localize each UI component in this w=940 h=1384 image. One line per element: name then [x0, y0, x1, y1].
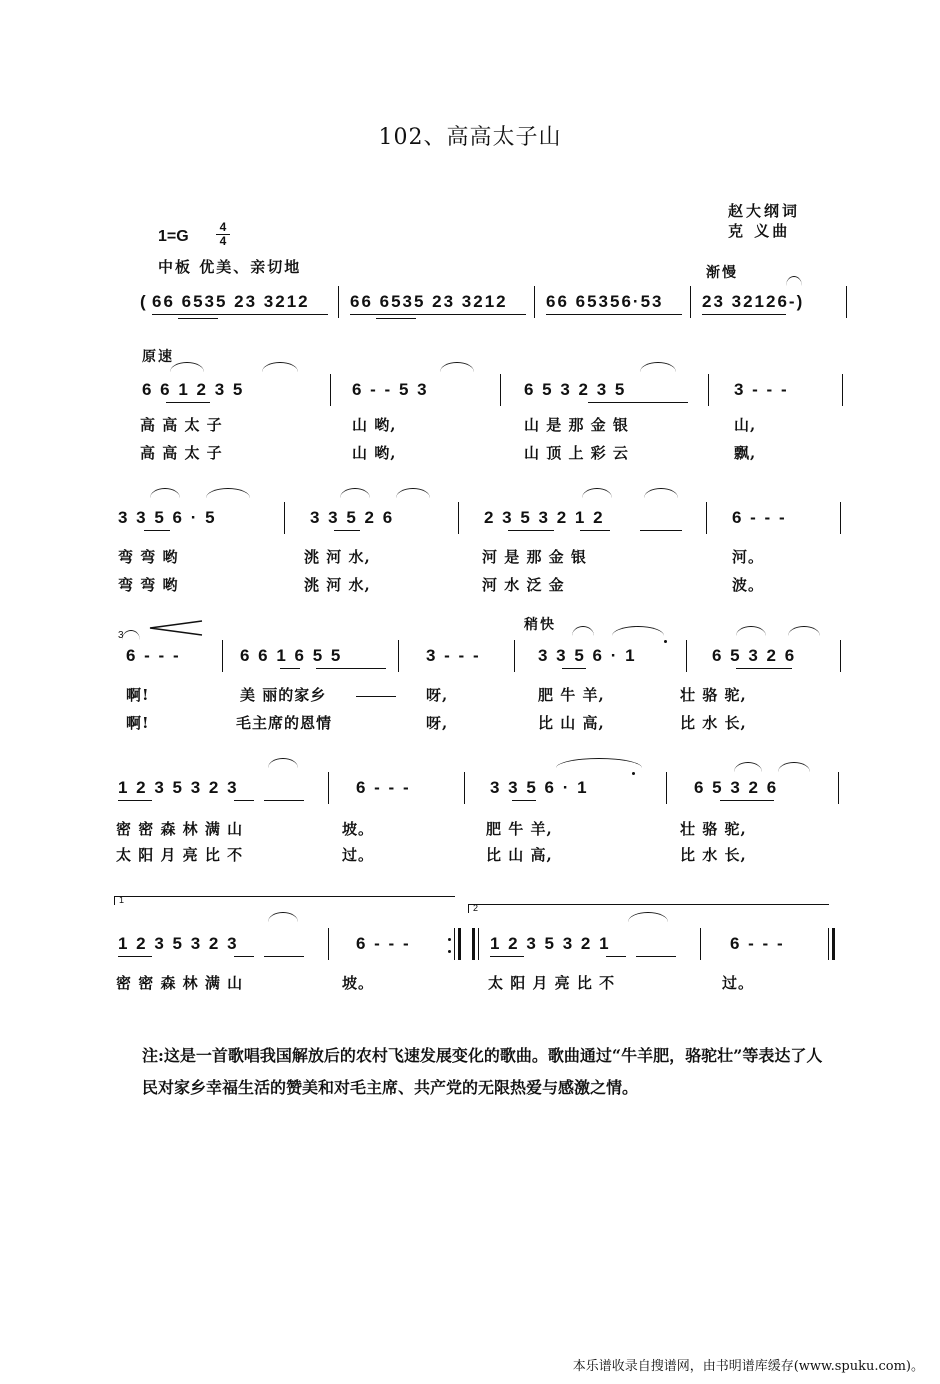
- key-signature: 1=G: [158, 228, 189, 245]
- row5-measure-1: 1 2 3 5 3 2 3: [118, 934, 239, 953]
- row1-measure-1: 6 6 1 2 3 5: [142, 380, 245, 399]
- row5-lyric1-m4: 过。: [722, 974, 755, 992]
- row2-lyric2-m3: 河 水 泛 金: [482, 576, 565, 594]
- row3-lyric1-m4: 肥 牛 羊,: [538, 686, 605, 704]
- time-signature: [216, 222, 230, 247]
- row4-measure-4: 6 5 3 2 6: [694, 778, 779, 797]
- row5-lyric1-m2: 坡。: [342, 974, 375, 992]
- row4-measure-2: 6 - - -: [356, 778, 411, 797]
- row3-measure-1: 6 - - -: [126, 646, 181, 665]
- row2-measure-4: 6 - - -: [732, 508, 787, 527]
- footnote-paragraph: [142, 1040, 832, 1104]
- row2-lyric2-m2: 洮 河 水,: [304, 576, 371, 594]
- page-title: 102、高高太子山: [378, 125, 562, 150]
- row5-lyric1-m1: 密 密 森 林 满 山: [116, 974, 244, 992]
- row2-lyric2-m1: 弯 弯 哟: [118, 576, 179, 594]
- row3-measure-4: 3 3 5 6 · 1: [538, 646, 637, 665]
- row4-lyric1-m1: 密 密 森 林 满 山: [116, 820, 244, 838]
- first-ending-number: 1: [119, 895, 125, 905]
- row4-lyric1-m2: 坡。: [342, 820, 375, 838]
- a-tempo-mark: 原速: [142, 349, 174, 365]
- footnote-label: 注:: [142, 1046, 164, 1065]
- row2-measure-2: 3 3 5 2 6: [310, 508, 395, 527]
- row2-lyric1-m1: 弯 弯 哟: [118, 548, 179, 566]
- row3-lyric1-m2: 美 丽的家乡: [240, 686, 327, 704]
- ritardando-mark: 渐慢: [706, 265, 738, 281]
- row3-measure-2: 6 6 1 6 5 5: [240, 646, 343, 665]
- row3-lyric2-m3: 呀,: [426, 714, 449, 732]
- row4-lyric2-m2: 过。: [342, 846, 375, 864]
- intro-measure-2: 66 6535 23 3212: [350, 292, 508, 311]
- row1-lyric2-m4: 飘,: [734, 444, 757, 462]
- time-signature-top: 4: [219, 220, 227, 234]
- row1-lyric1-m4: 山,: [734, 416, 757, 434]
- footnote-text: 这是一首歌唱我国解放后的农村飞速发展变化的歌曲。歌曲通过“牛羊肥，骆驼壮”等表达了人民对家乡幸福生活的赞美和对毛主席、共产党的无限热爱与感激之情。: [142, 1046, 823, 1097]
- row4-measure-1: 1 2 3 5 3 2 3: [118, 778, 239, 797]
- row3-lyric2-m2: 毛主席的恩情: [236, 714, 333, 732]
- intro-measure-3: 66 65356·53: [546, 292, 664, 311]
- row4-lyric2-m3: 比 山 高,: [486, 846, 553, 864]
- row3-lyric1-m1: 啊!: [126, 686, 150, 704]
- row5-measure-4: 6 - - -: [730, 934, 785, 953]
- row5-measure-3: 1 2 3 5 3 2 1: [490, 934, 611, 953]
- row1-lyric1-m2: 山 哟,: [352, 416, 397, 434]
- first-ending-bracket: [114, 896, 455, 905]
- crescendo-hairpin: [148, 620, 204, 636]
- breath-mark: 3: [118, 630, 124, 641]
- source-footer: 本乐谱收录自搜谱网，由书明谱库缓存(www.spuku.com)。: [572, 1359, 924, 1374]
- row1-measure-2: 6 - - 5 3: [352, 380, 429, 399]
- time-signature-bottom: 4: [219, 234, 227, 248]
- row5-measure-2: 6 - - -: [356, 934, 411, 953]
- intro-measure-1: 66 6535 23 3212: [152, 292, 310, 311]
- row1-lyric2-m1: 高 高 太 子: [140, 444, 223, 462]
- row1-lyric1-m1: 高 高 太 子: [140, 416, 223, 434]
- second-ending-number: 2: [473, 903, 479, 913]
- row3-lyric2-m5: 比 水 长,: [680, 714, 747, 732]
- row2-lyric1-m4: 河。: [732, 548, 765, 566]
- row2-lyric1-m3: 河 是 那 金 银: [482, 548, 587, 566]
- row4-lyric2-m1: 太 阳 月 亮 比 不: [116, 846, 244, 864]
- row1-lyric1-m3: 山 是 那 金 银: [524, 416, 629, 434]
- row2-measure-1: 3 3 5 6 · 5: [118, 508, 217, 527]
- row4-measure-3: 3 3 5 6 · 1: [490, 778, 589, 797]
- piu-mosso-mark: 稍快: [524, 617, 556, 633]
- row1-measure-3: 6 5 3 2 3 5: [524, 380, 627, 399]
- row3-lyric1-m5: 壮 骆 驼,: [680, 686, 747, 704]
- row3-measure-3: 3 - - -: [426, 646, 481, 665]
- tempo-marking: 中板 优美、亲切地: [158, 258, 302, 276]
- row2-lyric2-m4: 波。: [732, 576, 765, 594]
- row1-lyric2-m3: 山 顶 上 彩 云: [524, 444, 629, 462]
- row1-lyric2-m2: 山 哟,: [352, 444, 397, 462]
- row2-measure-3: 2 3 5 3 2 1 2: [484, 508, 605, 527]
- row1-measure-4: 3 - - -: [734, 380, 789, 399]
- composer-credit: 克 义曲: [728, 222, 791, 240]
- row4-lyric1-m4: 壮 骆 驼,: [680, 820, 747, 838]
- row3-lyric2-m4: 比 山 高,: [538, 714, 605, 732]
- lyricist-credit: 赵大纲词: [728, 202, 801, 220]
- intro-measure-4: 23 32126-): [702, 292, 805, 311]
- row4-lyric1-m3: 肥 牛 羊,: [486, 820, 553, 838]
- row3-lyric1-m3: 呀,: [426, 686, 449, 704]
- row5-lyric1-m3: 太 阳 月 亮 比 不: [488, 974, 616, 992]
- intro-open-paren: (: [140, 292, 148, 311]
- row3-lyric2-m1: 啊!: [126, 714, 150, 732]
- row3-measure-5: 6 5 3 2 6: [712, 646, 797, 665]
- row4-lyric2-m4: 比 水 长,: [680, 846, 747, 864]
- row2-lyric1-m2: 洮 河 水,: [304, 548, 371, 566]
